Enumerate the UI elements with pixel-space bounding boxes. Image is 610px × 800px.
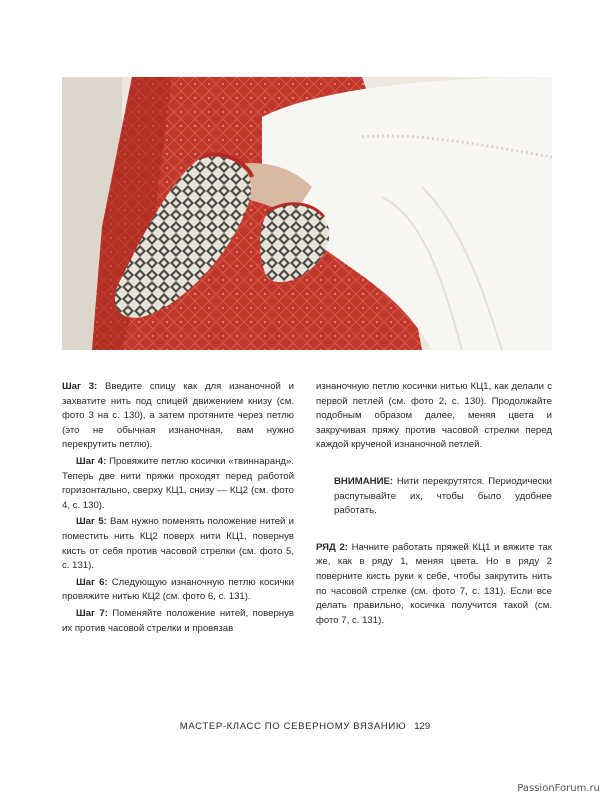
row-2-label: РЯД 2: <box>316 541 348 553</box>
step-4-paragraph <box>62 455 294 513</box>
step-3-paragraph <box>62 380 294 453</box>
step-6-text: Следующую изнаночную петлю косички провяжите нитью КЦ2 (см. фото 6, с. 131). <box>62 576 294 603</box>
watermark: PassionForum.ru <box>517 783 600 794</box>
attention-text: Нити перекрутятся. Периодически распутывайте их, чтобы было удобнее работать. <box>334 475 552 517</box>
attention-label: ВНИМАНИЕ: <box>334 475 394 487</box>
left-text-column <box>62 380 294 638</box>
step-5-label: Шаг 5: <box>76 516 107 528</box>
page-footer <box>0 721 610 732</box>
row-2-paragraph <box>316 541 552 629</box>
step-5-paragraph <box>62 515 294 573</box>
step-6-label: Шаг 6: <box>76 576 108 588</box>
page-number: 129 <box>414 721 431 732</box>
photo-knitted-slippers-on-red-chair <box>62 77 552 350</box>
right-text-column <box>316 380 552 629</box>
knitted-slippers-photo <box>62 77 552 350</box>
step-4-label: Шаг 4: <box>76 455 107 467</box>
row-2-text: Начните работать пряжей КЦ1 и вяжите так же, как в ряду 1, меняя цвета. Но в ряду 2 поверните кисть руки к себе, чтобы закрутить нить по часовой стрелке (см. фото 7, с. 131). Если все делать правильно, косичка получится такой (см. фото 7, с. 131). <box>316 541 552 626</box>
step-7-text: Поменяйте положение нитей, повернув их против часовой стрелки и провязав <box>62 607 294 634</box>
step-5-text: Вам нужно поменять положение нитей и поместить нить КЦ2 поверх нити КЦ1, повернув кисть от себя против часовой стрелки (см. фото 5, с. 131). <box>62 516 295 572</box>
book-title: МАСТЕР-КЛАСС ПО СЕВЕРНОМУ ВЯЗАНИЮ <box>179 721 407 732</box>
step-6-paragraph <box>62 576 294 605</box>
step-3-label: Шаг 3: <box>62 381 98 392</box>
step-4-text: Провяжите петлю косички «твиннаранд». Теперь две нити пряжи проходят перед работой горизонтально, сверху КЦ1, снизу — КЦ2 (см. фото 4, с. 130). <box>62 455 294 511</box>
continuation-paragraph: изнаночную петлю косички нитью КЦ1, как делали с первой петлей (см. фото 2, с. 130). Продолжайте подобным образом далее, меняя цвета и закручивая пряжу против часовой стрелки перед каждой крученой изнаночной петлей. <box>316 381 552 451</box>
step-3-text: Введите спицу как для изнаночной и захватите нить под спицей движением книзу (см. фото 3 на с. 130), а затем протяните через петлю (это не обычная изнаночная, вам нужно перекрутить петлю). <box>62 381 294 451</box>
step-7-label: Шаг 7: <box>76 607 108 619</box>
attention-note <box>334 475 552 519</box>
step-7-paragraph <box>62 607 294 636</box>
